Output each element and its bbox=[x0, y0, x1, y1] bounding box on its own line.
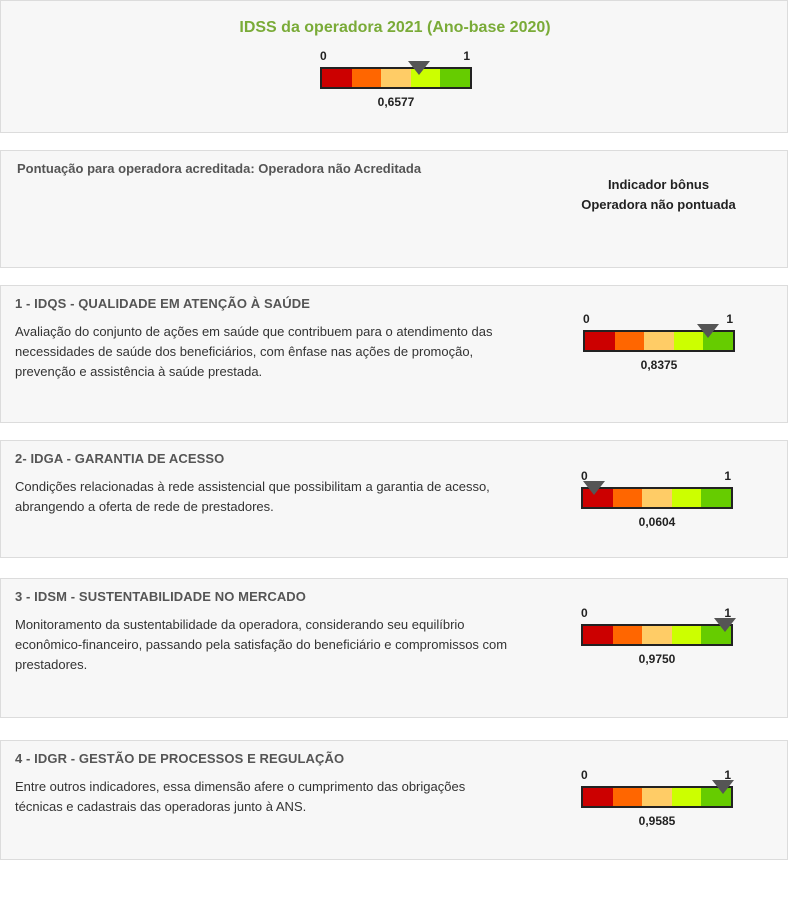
gauge-segment-3 bbox=[381, 69, 411, 87]
gauge-min-label: 0 bbox=[581, 469, 588, 483]
idga-gauge bbox=[581, 469, 733, 531]
idss-title: IDSS da operadora 2021 (Ano-base 2020) bbox=[239, 19, 551, 36]
gauge-pointer-icon bbox=[714, 618, 736, 632]
gauge-min-label: 0 bbox=[583, 312, 590, 326]
gauge-segment-1 bbox=[585, 332, 615, 350]
gauge-segment-3 bbox=[642, 489, 672, 507]
section-idqs bbox=[0, 285, 788, 423]
gauge-segment-3 bbox=[644, 332, 674, 350]
gauge-segment-4 bbox=[672, 788, 702, 806]
section-description: Entre outros indicadores, essa dimensão afere o cumprimento das obrigações técnicas e cadastrais das operadoras junto à ANS. bbox=[15, 779, 466, 814]
gauge-segment-1 bbox=[583, 788, 613, 806]
idgr-gauge bbox=[581, 768, 733, 830]
gauge-segment-4 bbox=[672, 626, 702, 644]
gauge-max-label: 1 bbox=[724, 606, 731, 620]
bonus-indicator-status: Operadora não pontuada bbox=[581, 197, 736, 212]
section-title: 4 - IDGR - GESTÃO DE PROCESSOS E REGULAÇÃO bbox=[15, 751, 345, 766]
gauge-value: 0,0604 bbox=[638, 515, 676, 529]
gauge-min-label: 0 bbox=[581, 606, 588, 620]
gauge-bar bbox=[581, 786, 733, 808]
gauge-value: 0,6577 bbox=[377, 95, 415, 109]
gauge-segment-3 bbox=[642, 626, 672, 644]
section-title: 2- IDGA - GARANTIA DE ACESSO bbox=[15, 451, 225, 466]
gauge-pointer-icon bbox=[712, 780, 734, 794]
bonus-indicator bbox=[541, 175, 776, 215]
section-title: 3 - IDSM - SUSTENTABILIDADE NO MERCADO bbox=[15, 589, 307, 604]
gauge-value: 0,9585 bbox=[638, 814, 676, 828]
section-idgr bbox=[0, 740, 788, 860]
idss-gauge bbox=[320, 49, 472, 111]
accreditation-status: Pontuação para operadora acreditada: Operadora não Acreditada bbox=[17, 161, 422, 176]
gauge-bar bbox=[320, 67, 472, 89]
gauge-segment-3 bbox=[642, 788, 672, 806]
gauge-segment-2 bbox=[613, 788, 643, 806]
gauge-pointer-icon bbox=[408, 61, 430, 75]
gauge-max-label: 1 bbox=[463, 49, 470, 63]
gauge-pointer-icon bbox=[583, 481, 605, 495]
idqs-gauge bbox=[583, 312, 735, 374]
gauge-bar bbox=[581, 624, 733, 646]
idss-summary-panel bbox=[0, 0, 788, 133]
gauge-segment-5 bbox=[701, 489, 731, 507]
gauge-segment-4 bbox=[672, 489, 702, 507]
gauge-value: 0,9750 bbox=[638, 652, 676, 666]
gauge-segment-2 bbox=[352, 69, 382, 87]
gauge-value: 0,8375 bbox=[640, 358, 678, 372]
gauge-segment-2 bbox=[615, 332, 645, 350]
gauge-max-label: 1 bbox=[724, 768, 731, 782]
bonus-indicator-label: Indicador bônus bbox=[607, 177, 710, 192]
gauge-min-label: 0 bbox=[320, 49, 327, 63]
gauge-segment-5 bbox=[440, 69, 470, 87]
gauge-segment-2 bbox=[613, 489, 643, 507]
gauge-max-label: 1 bbox=[726, 312, 733, 326]
gauge-segment-1 bbox=[322, 69, 352, 87]
gauge-segment-1 bbox=[583, 626, 613, 644]
section-description: Condições relacionadas à rede assistencial que possibilitam a garantia de acesso, abrangendo a oferta de rede de prestadores. bbox=[15, 479, 490, 514]
accreditation-panel bbox=[0, 150, 788, 268]
gauge-min-label: 0 bbox=[581, 768, 588, 782]
gauge-segment-2 bbox=[613, 626, 643, 644]
section-description: Avaliação do conjunto de ações em saúde que contribuem para o atendimento das necessidades de saúde dos beneficiários, com ênfase nas ações de promoção, prevenção e assistência à saúde prestada. bbox=[15, 324, 493, 379]
idsm-gauge bbox=[581, 606, 733, 668]
section-idsm bbox=[0, 578, 788, 718]
section-title: 1 - IDQS - QUALIDADE EM ATENÇÃO À SAÚDE bbox=[15, 296, 310, 311]
section-idga bbox=[0, 440, 788, 558]
gauge-pointer-icon bbox=[697, 324, 719, 338]
section-description: Monitoramento da sustentabilidade da operadora, considerando seu equilíbrio econômico-financeiro, passando pela satisfação do beneficiário e compromissos com prestadores. bbox=[15, 617, 508, 672]
gauge-max-label: 1 bbox=[724, 469, 731, 483]
